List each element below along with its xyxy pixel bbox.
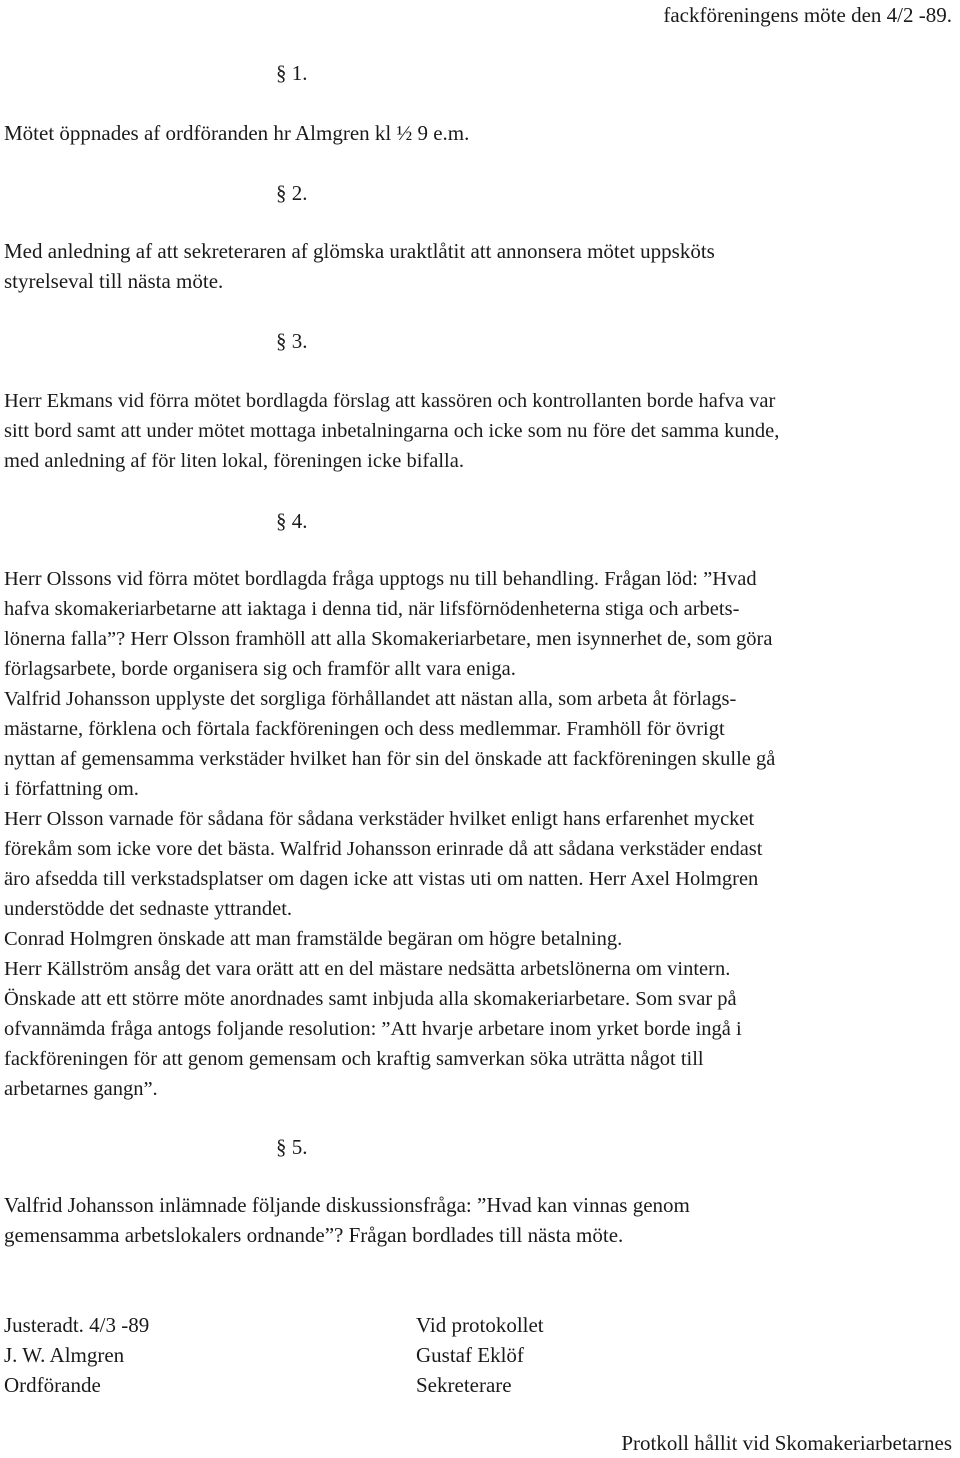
text-line: Conrad Holmgren önskade att man framstälde begäran om högre betalning.: [4, 928, 623, 950]
text-line: Mötet öppnades af ordföranden hr Almgren kl ½ 9 e.m.: [4, 121, 470, 145]
signature-block-right: [416, 1310, 544, 1400]
signature-line: Gustaf Eklöf: [416, 1343, 524, 1367]
section-number-4: § 4.: [276, 509, 308, 533]
section-number-3: § 3.: [276, 329, 308, 353]
text-line: med anledning af för liten lokal, föreningen icke bifalla.: [4, 450, 464, 472]
text-line: Herr Olssons vid förra mötet bordlagda fråga upptogs nu till behandling. Frågan löd: ”Hvad: [4, 568, 757, 590]
text-line: Valfrid Johansson upplyste det sorgliga förhållandet att nästan alla, som arbeta åt förlags-: [4, 688, 737, 710]
text-line: Herr Olsson varnade för sådana för sådana verkstäder hvilket enligt hans erfarenhet mycket: [4, 808, 755, 830]
text-line: sitt bord samt att under mötet mottaga inbetalningarna och icke som nu före det samma kunde,: [4, 420, 780, 442]
signature-line: Ordförande: [4, 1373, 101, 1397]
text-line: Herr Ekmans vid förra mötet bordlagda förslag att kassören och kontrollanten borde hafva var: [4, 390, 776, 412]
text-line: Valfrid Johansson inlämnade följande diskussionsfråga: ”Hvad kan vinnas genom: [4, 1193, 690, 1217]
text-line: lönerna falla”? Herr Olsson framhöll att alla Skomakeriarbetare, men isynnerhet de, som göra: [4, 628, 773, 650]
signature-line: Vid protokollet: [416, 1313, 544, 1337]
text-line: fackföreningen för att genom gemensam och kraftig samverkan söka uträtta något till: [4, 1048, 704, 1070]
section-number-5: § 5.: [276, 1135, 308, 1159]
signature-line: Justeradt. 4/3 -89: [4, 1313, 150, 1337]
text-line: hafva skomakeriarbetarne att iaktaga i denna tid, när lifsförnödenheterna stiga och arbets-: [4, 598, 740, 620]
text-line: Med anledning af att sekreteraren af glömska uraktlåtit att annonsera mötet uppsköts: [4, 239, 715, 263]
text-line: äro afsedda till verkstadsplatser om dagen icke att vistas uti om natten. Herr Axel Holmgren: [4, 868, 759, 890]
section-3-paragraph: [4, 386, 956, 476]
section-4-paragraph: [4, 564, 956, 1104]
section-number-2: § 2.: [276, 181, 308, 205]
signature-line: J. W. Almgren: [4, 1343, 125, 1367]
text-line: understödde det sednaste yttrandet.: [4, 898, 293, 920]
text-line: förekåm som icke vore det bästa. Walfrid Johansson erinrade då att sådana verkstäder endast: [4, 838, 763, 860]
text-line: mästarne, förklena och förtala fackföreningen och dess medlemmar. Framhöll för övrigt: [4, 718, 725, 740]
text-line: ofvannämda fråga antogs foljande resolution: ”Att hvarje arbetare inom yrket borde ingå i: [4, 1018, 742, 1040]
section-1-paragraph: [4, 118, 956, 148]
text-line: arbetarnes gangn”.: [4, 1078, 158, 1100]
text-line: gemensamma arbetslokalers ordnande”? Frågan bordlades till nästa möte.: [4, 1223, 624, 1247]
section-5-paragraph: [4, 1190, 956, 1250]
text-line: förlagsarbete, borde organisera sig och framför allt vara eniga.: [4, 658, 516, 680]
section-2-paragraph: [4, 236, 956, 296]
section-number-1: § 1.: [276, 61, 308, 85]
text-line: nyttan af gemensamma verkstäder hvilket han för sin del önskade att fackföreningen skulle gå: [4, 748, 776, 770]
signature-block-left: [4, 1310, 404, 1400]
document-header: fackföreningens möte den 4/2 -89.: [663, 3, 952, 27]
text-line: Herr Källström ansåg det vara orätt att en del mästare nedsätta arbetslönerna om vintern.: [4, 958, 731, 980]
document-footer: Protkoll hållit vid Skomakeriarbetarnes: [621, 1431, 952, 1455]
text-line: styrelseval till nästa möte.: [4, 269, 224, 293]
text-line: i författning om.: [4, 778, 139, 800]
signature-line: Sekreterare: [416, 1373, 512, 1397]
text-line: Önskade att ett större möte anordnades samt inbjuda alla skomakeriarbetare. Som svar på: [4, 988, 737, 1010]
